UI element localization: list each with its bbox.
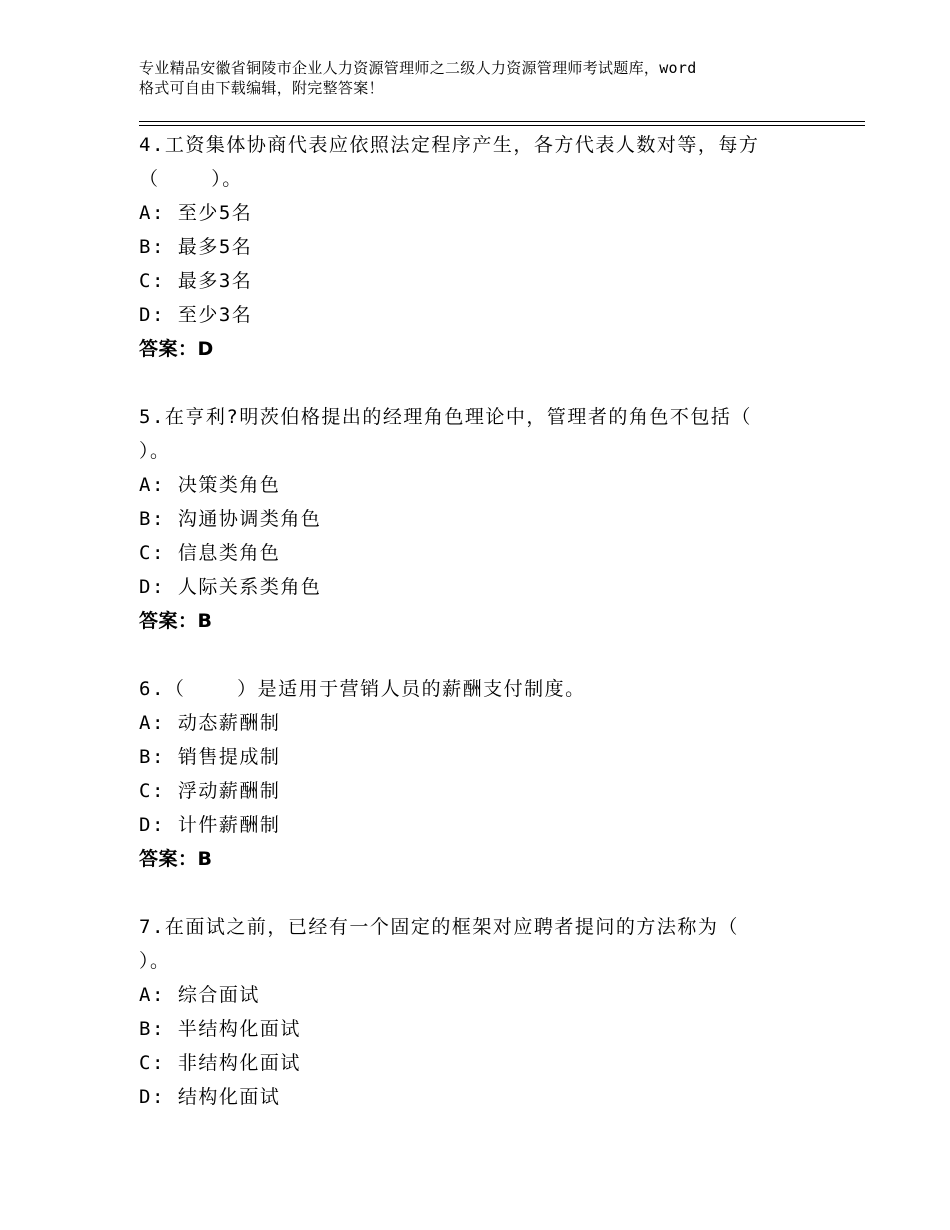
question-stem-continued: （ ）。: [139, 168, 243, 190]
question-5: [139, 400, 859, 638]
option-c: C: 非结构化面试: [139, 1052, 301, 1074]
option-a: A: 动态薪酬制: [139, 712, 281, 734]
option-a: A: 至少5名: [139, 202, 253, 224]
option-b: B: 沟通协调类角色: [139, 508, 322, 530]
question-spacer: [139, 638, 859, 672]
option-a: A: 决策类角色: [139, 474, 281, 496]
question-spacer: [139, 366, 859, 400]
question-stem: 6.（ ）是适用于营销人员的薪酬支付制度。: [139, 678, 586, 700]
question-4: [139, 128, 859, 366]
option-b: B: 最多5名: [139, 236, 253, 258]
option-d: D: 结构化面试: [139, 1086, 281, 1108]
option-b: B: 半结构化面试: [139, 1018, 301, 1040]
option-d: D: 至少3名: [139, 304, 253, 326]
question-6: [139, 672, 859, 876]
document-header: [139, 58, 839, 98]
answer-label: 答案：B: [139, 848, 213, 870]
question-list: [139, 128, 859, 1114]
question-spacer: [139, 876, 859, 910]
answer-label: 答案：D: [139, 338, 214, 360]
option-c: C: 最多3名: [139, 270, 253, 292]
option-c: C: 信息类角色: [139, 542, 281, 564]
option-d: D: 人际关系类角色: [139, 576, 322, 598]
question-stem-continued: ）。: [139, 440, 171, 462]
answer-label: 答案：B: [139, 610, 213, 632]
header-line-1: 专业精品安徽省铜陵市企业人力资源管理师之二级人力资源管理师考试题库，word: [139, 59, 697, 77]
header-divider-top: [139, 121, 865, 122]
question-7: [139, 910, 859, 1114]
question-stem-continued: ）。: [139, 950, 171, 972]
question-stem: 5.在亨利?明茨伯格提出的经理角色理论中，管理者的角色不包括（: [139, 406, 752, 428]
header-divider-bottom: [139, 125, 865, 126]
option-a: A: 综合面试: [139, 984, 260, 1006]
option-d: D: 计件薪酬制: [139, 814, 281, 836]
question-stem: 7.在面试之前，已经有一个固定的框架对应聘者提问的方法称为（: [139, 916, 739, 938]
question-stem: 4.工资集体协商代表应依照法定程序产生，各方代表人数对等，每方: [139, 134, 760, 156]
header-line-2: 格式可自由下载编辑，附完整答案！: [139, 79, 384, 97]
option-b: B: 销售提成制: [139, 746, 281, 768]
option-c: C: 浮动薪酬制: [139, 780, 281, 802]
